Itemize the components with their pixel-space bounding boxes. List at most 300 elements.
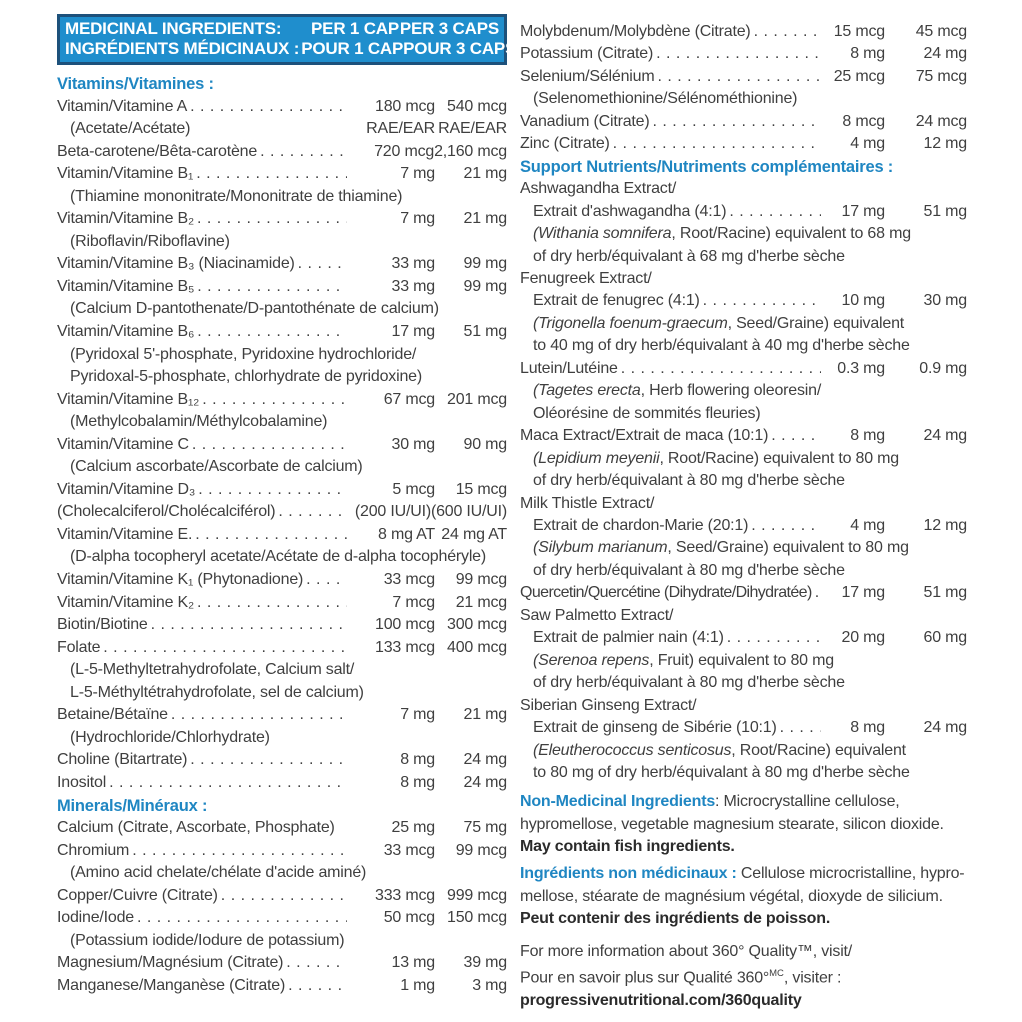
website-url: [520, 990, 967, 1012]
ingredient-label: Oléorésine de sommités fleuries): [533, 404, 761, 422]
ingredient-row: [520, 201, 967, 223]
header-col-per-1-cap-en: PER 1 CAP: [311, 19, 399, 38]
note-heading: Ingrédients non médicinaux :: [520, 865, 737, 883]
ingredient-label: (Cholecalciferol/Cholécalciférol): [57, 503, 276, 521]
table-header: [57, 14, 517, 65]
ingredient-row: [57, 479, 507, 502]
label-text: , Herb flowering oleoresin/: [640, 382, 822, 400]
latin-species-name: (Eleutherococcus senticosus: [533, 741, 732, 759]
ingredient-row: [57, 704, 507, 727]
ingredient-row: [57, 501, 507, 524]
value-per-1-cap: 8 mg: [850, 719, 885, 737]
value-per-3-caps: 21 mcg: [455, 593, 507, 611]
value-per-1-cap: 33 mcg: [383, 571, 435, 589]
ingredient-label: Molybdenum/Molybdène (Citrate): [520, 23, 751, 40]
value-per-3-caps: RAE/EAR: [438, 120, 507, 138]
value-per-3-caps: 400 mcg: [447, 638, 507, 656]
dot-leader: [194, 208, 347, 231]
ingredient-row: [57, 840, 507, 863]
ingredient-label: Iodine/Iode: [57, 909, 134, 927]
value-per-1-cap: 10 mg: [841, 292, 885, 310]
value-per-3-caps: 12 mg: [923, 516, 967, 534]
superscript-mark: MC: [769, 968, 784, 980]
value-per-3-caps: 24 mg: [463, 751, 507, 769]
ingredient-label: Zinc (Citrate): [520, 135, 610, 153]
ingredient-label: [533, 313, 904, 335]
value-per-3-caps: 201 mcg: [447, 390, 507, 408]
value-per-3-caps: 21 mg: [463, 706, 507, 724]
text-line: [520, 941, 967, 963]
ingredient-subline: [57, 456, 507, 479]
ingredient-row: [520, 66, 967, 88]
value-per-1-cap: 8 mcg: [842, 112, 885, 130]
value-per-3-caps: 21 mg: [463, 210, 507, 228]
value-per-3-caps: 99 mg: [463, 277, 507, 295]
ingredient-row: [520, 43, 967, 65]
ingredient-row: [57, 975, 507, 998]
ingredient-subline: [57, 546, 507, 569]
text-line: [520, 791, 967, 813]
value-per-1-cap: 20 mg: [841, 629, 885, 647]
dot-leader: [134, 907, 347, 930]
dot-leader: [335, 817, 347, 840]
dot-leader: [194, 321, 347, 344]
ingredient-subline: [520, 740, 967, 762]
ingredient-label: Calcium (Citrate, Ascorbate, Phosphate): [57, 819, 335, 837]
value-per-1-cap: 7 mg: [400, 210, 435, 228]
ingredient-label: Copper/Cuivre (Citrate): [57, 886, 218, 904]
ingredient-row: [520, 358, 967, 380]
dot-leader: [812, 582, 821, 604]
value-per-3-caps: 45 mcg: [915, 23, 967, 40]
value-per-1-cap: 67 mcg: [383, 390, 435, 408]
value-per-3-caps: 12 mg: [923, 135, 967, 153]
ingredient-row: [57, 141, 507, 164]
note-text: Pour en savoir plus sur Qualité 360°: [520, 969, 770, 987]
text-line: [520, 863, 967, 885]
value-per-1-cap: 133 mcg: [375, 638, 435, 656]
dot-leader: [768, 425, 821, 447]
ingredient-label: Vitamin/Vitamine B₃ (Niacinamide): [57, 255, 295, 273]
dot-leader: [653, 43, 821, 65]
ingredient-label: Vitamin/Vitamine B₁₂: [57, 390, 200, 408]
ingredient-label: Extrait de fenugrec (4:1): [533, 292, 700, 310]
ingredient-subline: [520, 762, 967, 784]
ingredient-label: (Thiamine mononitrate/Mononitrate de thiamine): [70, 187, 403, 205]
ingredient-label: of dry herb/équivalant à 68 mg d'herbe sèche: [533, 247, 845, 265]
ingredient-label: (Potassium iodide/Iodure de potassium): [70, 931, 345, 949]
ingredient-row: [57, 817, 507, 840]
ingredient-subline: [57, 682, 507, 705]
table-header-row-fr: [65, 39, 517, 59]
ingredient-label: Extrait de chardon-Marie (20:1): [533, 516, 749, 534]
ingredient-label: Vanadium (Citrate): [520, 112, 650, 130]
ingredient-row: [520, 425, 967, 447]
ingredient-subline: [520, 88, 967, 110]
ingredient-row: [520, 268, 967, 290]
ingredient-row: [520, 111, 967, 133]
ingredient-row: [520, 605, 967, 627]
ingredient-label: [533, 448, 899, 470]
ingredient-row: [520, 178, 967, 200]
ingredient-row: [57, 569, 507, 592]
text-line: [520, 814, 967, 836]
ingredient-label: [533, 650, 834, 672]
value-per-3-caps: 15 mcg: [455, 480, 507, 498]
value-per-1-cap: 8 mg: [850, 45, 885, 63]
ingredient-subline: [520, 313, 967, 335]
text-line: [520, 908, 967, 930]
ingredient-label: Extrait de ginseng de Sibérie (10:1): [533, 719, 777, 737]
value-per-3-caps: 24 mg AT: [441, 525, 507, 543]
header-title-fr: INGRÉDIENTS MÉDICINAUX :: [65, 39, 300, 58]
value-per-1-cap: 25 mcg: [833, 67, 885, 85]
ingredient-row: [57, 96, 507, 119]
value-per-1-cap: 8 mg AT: [378, 525, 435, 543]
value-per-1-cap: 720 mcg: [374, 142, 435, 160]
latin-species-name: (Tagetes erecta: [533, 382, 641, 400]
ingredient-row: [57, 952, 507, 975]
value-per-3-caps: 24 mg: [923, 719, 967, 737]
ingredient-label: [533, 380, 821, 402]
dot-leader: [654, 66, 821, 88]
ingredient-label: Vitamin/Vitamine B₁: [57, 165, 194, 183]
dot-leader: [168, 704, 347, 727]
value-per-3-caps: 99 mcg: [455, 841, 507, 859]
ingredient-subline: [520, 335, 967, 357]
header-col-per-3-caps-en: PER 3 CAPS: [399, 19, 499, 38]
ingredient-label: [533, 537, 909, 559]
ingredient-subline: [57, 366, 507, 389]
ingredient-row: [57, 749, 507, 772]
ingredient-row: [57, 885, 507, 908]
text-line: [520, 963, 967, 990]
ingredient-label: Vitamin/Vitamine A: [57, 97, 188, 115]
value-per-3-caps: 99 mcg: [455, 571, 507, 589]
dot-leader: [194, 276, 347, 299]
value-per-1-cap: 17 mg: [841, 584, 885, 602]
ingredient-label: (Amino acid chelate/chélate d'acide aminé): [70, 864, 367, 882]
value-per-1-cap: 25 mg: [391, 819, 435, 837]
value-per-1-cap: 8 mg: [400, 751, 435, 769]
dot-leader: [700, 290, 821, 312]
latin-species-name: (Trigonella foenum-graecum: [533, 314, 728, 332]
ingredient-row: [57, 321, 507, 344]
value-per-1-cap: 33 mg: [391, 255, 435, 273]
dot-leader: [257, 141, 346, 164]
value-per-1-cap: 7 mg: [400, 706, 435, 724]
dot-leader: [192, 524, 347, 547]
label-text: , Root/Racine) equivalent to 80 mg: [659, 449, 899, 467]
value-per-1-cap: 5 mcg: [392, 480, 435, 498]
ingredient-subline: [57, 344, 507, 367]
ingredient-label: Choline (Bitartrate): [57, 751, 188, 769]
ingredient-label: (D-alpha tocopheryl acetate/Acétate de d-alpha tocophéryle): [70, 548, 487, 566]
ingredient-row: [57, 614, 507, 637]
ingredient-subline: [520, 650, 967, 672]
ingredient-label: (Methylcobalamin/Méthylcobalamine): [70, 413, 328, 431]
ingredient-label: Betaine/Bétaïne: [57, 706, 168, 724]
value-per-3-caps: 30 mg: [923, 292, 967, 310]
value-per-1-cap: 0.3 mg: [837, 359, 885, 377]
ingredient-label: Extrait de palmier nain (4:1): [533, 629, 724, 647]
dot-leader: [777, 717, 821, 739]
value-per-3-caps: 99 mg: [463, 255, 507, 273]
note-text: hypromellose, vegetable magnesium stearate, silicon dioxide.: [520, 815, 944, 833]
value-per-1-cap: 8 mg: [400, 773, 435, 791]
label-text: , Seed/Graine) equivalent to 80 mg: [667, 539, 909, 557]
value-per-3-caps: 90 mg: [463, 435, 507, 453]
latin-species-name: (Withania somnifera: [533, 225, 672, 243]
value-per-3-caps: 24 mg: [923, 427, 967, 445]
ingredient-row: [57, 524, 507, 547]
dot-leader: [100, 637, 347, 660]
dot-leader: [194, 592, 347, 615]
dot-leader: [610, 133, 821, 155]
ingredient-subline: [57, 186, 507, 209]
ingredient-label: L-5-Méthyltétrahydrofolate, sel de calcium): [70, 683, 364, 701]
ingredient-row: [520, 21, 967, 43]
value-per-3-caps: 2,160 mcg: [434, 142, 507, 160]
value-per-1-cap: 15 mcg: [833, 23, 885, 40]
header-col-per-1-cap-fr: POUR 1 CAP: [301, 39, 404, 58]
value-per-1-cap: 7 mg: [400, 165, 435, 183]
ingredient-row: [57, 389, 507, 412]
right-ingredient-list: [520, 21, 967, 784]
table-header-row-en: [65, 19, 499, 39]
ingredient-label: Biotin/Biotine: [57, 616, 148, 634]
ingredient-label: Beta-carotene/Bêta-carotène: [57, 142, 258, 160]
ingredient-subline: [520, 246, 967, 268]
latin-species-name: (Serenoa repens: [533, 651, 650, 669]
dot-leader: [195, 479, 347, 502]
dot-leader: [283, 952, 347, 975]
ingredient-label: (Selenomethionine/Sélénométhionine): [533, 90, 798, 108]
ingredient-label: Pyridoxal-5-phosphate, chlorhydrate de pyridoxine): [70, 368, 422, 386]
ingredient-row: [57, 907, 507, 930]
value-per-3-caps: (600 IU/UI): [430, 503, 507, 521]
note-text: , visiter :: [783, 969, 842, 987]
value-per-3-caps: 0.9 mg: [919, 359, 967, 377]
ingredient-label: Ashwagandha Extract/: [520, 180, 677, 198]
value-per-3-caps: 3 mg: [472, 976, 507, 994]
ingredient-label: (Calcium D-pantothenate/D-pantothénate de calcium): [70, 300, 439, 318]
ingredient-row: [57, 592, 507, 615]
dot-leader: [129, 840, 347, 863]
note-text: mellose, stéarate de magnésium végétal, dioxyde de silicium.: [520, 887, 943, 905]
ingredient-subline: [57, 659, 507, 682]
ingredient-label: of dry herb/équivalant à 80 mg d'herbe sèche: [533, 472, 845, 490]
left-ingredient-list: [57, 73, 507, 997]
value-per-1-cap: 33 mg: [391, 277, 435, 295]
value-per-1-cap: 8 mg: [850, 427, 885, 445]
value-per-1-cap: 100 mcg: [375, 616, 435, 634]
value-per-3-caps: 540 mcg: [447, 97, 507, 115]
dot-leader: [275, 501, 343, 524]
value-per-3-caps: 51 mg: [923, 202, 967, 220]
ingredient-subline: [520, 223, 967, 245]
ingredient-row: [520, 133, 967, 155]
value-per-1-cap: 17 mg: [841, 202, 885, 220]
ingredient-row: [520, 493, 967, 515]
value-per-1-cap: (200 IU/UI): [354, 503, 431, 521]
ingredient-subline: [57, 231, 507, 254]
note-text: progressivenutritional.com/360quality: [520, 992, 802, 1010]
ingredient-label: of dry herb/équivalant à 80 mg d'herbe sèche: [533, 674, 845, 692]
ingredient-subline: [57, 298, 507, 321]
value-per-1-cap: 7 mcg: [392, 593, 435, 611]
dot-leader: [199, 389, 347, 412]
ingredient-subline: [520, 470, 967, 492]
latin-species-name: (Lepidium meyenii: [533, 449, 660, 467]
ingredient-label: Vitamin/Vitamine B₂: [57, 210, 194, 228]
header-title-en: MEDICINAL INGREDIENTS:: [65, 19, 282, 38]
value-per-1-cap: 1 mg: [400, 976, 435, 994]
dot-leader: [726, 201, 821, 223]
ingredient-label: Extrait d'ashwagandha (4:1): [533, 202, 727, 220]
ingredient-label: Selenium/Sélénium: [520, 67, 655, 85]
ingredient-label: Milk Thistle Extract/: [520, 494, 655, 512]
value-per-3-caps: 60 mg: [923, 629, 967, 647]
ingredient-subline: [520, 672, 967, 694]
ingredient-row: [520, 515, 967, 537]
ingredient-label: (L-5-Methyltetrahydrofolate, Calcium salt/: [70, 661, 355, 679]
value-per-3-caps: 999 mcg: [447, 886, 507, 904]
value-per-3-caps: 24 mg: [923, 45, 967, 63]
ingredient-row: [57, 163, 507, 186]
label-text: , Fruit) equivalent to 80 mg: [649, 651, 834, 669]
ingredient-subline: [57, 930, 507, 953]
ingredient-subline: [520, 560, 967, 582]
value-per-1-cap: 333 mcg: [375, 886, 435, 904]
ingredient-label: Vitamin/Vitamine E.: [57, 525, 193, 543]
ingredient-label: Chromium: [57, 841, 130, 859]
ingredient-label: (Hydrochloride/Chlorhydrate): [70, 728, 270, 746]
ingredient-label: Maca Extract/Extrait de maca (10:1): [520, 427, 769, 445]
dot-leader: [189, 434, 347, 457]
note-text: Cellulose microcristalline, hypro-: [736, 865, 965, 883]
ingredient-label: Manganese/Manganèse (Citrate): [57, 976, 286, 994]
dot-leader: [193, 163, 347, 186]
ingredient-label: [533, 740, 906, 762]
ingredient-label: Vitamin/Vitamine C: [57, 435, 189, 453]
note-text: Peut contenir des ingrédients de poisson.: [520, 909, 831, 927]
ingredient-label: of dry herb/équivalant à 80 mg d'herbe sèche: [533, 561, 845, 579]
ingredient-row: [520, 717, 967, 739]
dot-leader: [618, 358, 821, 380]
value-per-3-caps: 150 mcg: [447, 909, 507, 927]
value-per-1-cap: 13 mg: [391, 954, 435, 972]
ingredient-label: Fenugreek Extract/: [520, 269, 652, 287]
value-per-1-cap: 4 mg: [850, 135, 885, 153]
dot-leader: [190, 118, 347, 141]
ingredient-row: [520, 582, 967, 604]
value-per-1-cap: 50 mcg: [383, 909, 435, 927]
ingredient-row: [57, 276, 507, 299]
dot-leader: [148, 614, 347, 637]
section-heading: Minerals/Minéraux :: [57, 796, 208, 815]
right-column: [520, 21, 967, 1012]
ingredient-subline: [57, 862, 507, 885]
latin-species-name: (Silybum marianum: [533, 539, 668, 557]
value-per-3-caps: 51 mg: [463, 323, 507, 341]
value-per-1-cap: 30 mg: [391, 435, 435, 453]
ingredient-label: (Pyridoxal 5'-phosphate, Pyridoxine hydrochloride/: [70, 345, 417, 363]
value-per-3-caps: 39 mg: [463, 954, 507, 972]
ingredient-label: Quercetin/Quercétine (Dihydrate/Dihydratée): [520, 584, 812, 602]
dot-leader: [724, 627, 821, 649]
text-line: [520, 836, 967, 858]
value-per-1-cap: RAE/EAR: [366, 120, 435, 138]
value-per-3-caps: 51 mg: [923, 584, 967, 602]
text-line: [520, 886, 967, 908]
dot-leader: [106, 772, 347, 795]
ingredient-subline: [57, 727, 507, 750]
ingredient-subline: [520, 403, 967, 425]
ingredient-label: (Riboflavin/Riboflavine): [70, 232, 230, 250]
ingredient-row: [57, 434, 507, 457]
dot-leader: [187, 749, 347, 772]
left-column: [57, 14, 517, 997]
ingredient-label: Saw Palmetto Extract/: [520, 606, 674, 624]
ingredient-row: [520, 695, 967, 717]
ingredient-label: Vitamin/Vitamine K₂: [57, 593, 194, 611]
ingredient-row: [57, 772, 507, 795]
value-per-3-caps: 21 mg: [463, 165, 507, 183]
dot-leader: [751, 21, 821, 43]
ingredient-label: Vitamin/Vitamine K₁ (Phytonadione): [57, 571, 304, 589]
section-heading: Vitamins/Vitamines :: [57, 75, 214, 93]
ingredient-label: Siberian Ginseng Extract/: [520, 696, 697, 714]
value-per-3-caps: 24 mcg: [915, 112, 967, 130]
label-text: , Seed/Graine) equivalent: [727, 314, 905, 332]
ingredient-subline: [57, 411, 507, 434]
ingredient-row: [520, 627, 967, 649]
ingredient-row: [57, 208, 507, 231]
header-col-per-3-caps-fr: POUR 3 CAPS: [403, 39, 517, 58]
ingredient-label: to 80 mg of dry herb/équivalant à 80 mg d'herbe sèche: [533, 763, 910, 781]
value-per-3-caps: 75 mcg: [915, 67, 967, 85]
note-heading: Non-Medicinal Ingredients: [520, 793, 716, 811]
ingredient-label: Inositol: [57, 773, 107, 791]
notes-block: [520, 791, 967, 1012]
ingredient-label: Vitamin/Vitamine B₅: [57, 277, 195, 295]
value-per-1-cap: 17 mg: [391, 323, 435, 341]
ingredient-label: Lutein/Lutéine: [520, 359, 618, 377]
ingredient-label: Magnesium/Magnésium (Citrate): [57, 954, 284, 972]
value-per-1-cap: 180 mcg: [375, 97, 435, 115]
ingredient-label: Folate: [57, 638, 101, 656]
value-per-1-cap: 33 mcg: [383, 841, 435, 859]
ingredient-label: (Acetate/Acétate): [70, 120, 191, 138]
dot-leader: [295, 253, 347, 276]
dot-leader: [303, 569, 347, 592]
value-per-1-cap: 4 mg: [850, 516, 885, 534]
ingredient-label: (Calcium ascorbate/Ascorbate de calcium): [70, 458, 363, 476]
ingredient-label: Vitamin/Vitamine B₆: [57, 323, 195, 341]
dot-leader: [285, 975, 347, 998]
ingredient-row: [57, 637, 507, 660]
ingredient-label: [533, 223, 911, 245]
ingredient-label: to 40 mg of dry herb/équivalant à 40 mg d'herbe sèche: [533, 337, 910, 355]
note-text: For more information about 360° Quality™, visit/: [520, 943, 853, 961]
value-per-3-caps: 24 mg: [463, 773, 507, 791]
section-heading: Support Nutrients/Nutriments complémentaires :: [520, 157, 894, 176]
dot-leader: [218, 885, 347, 908]
value-per-3-caps: 300 mcg: [447, 616, 507, 634]
ingredient-subline: [520, 380, 967, 402]
note-text: May contain fish ingredients.: [520, 838, 735, 855]
